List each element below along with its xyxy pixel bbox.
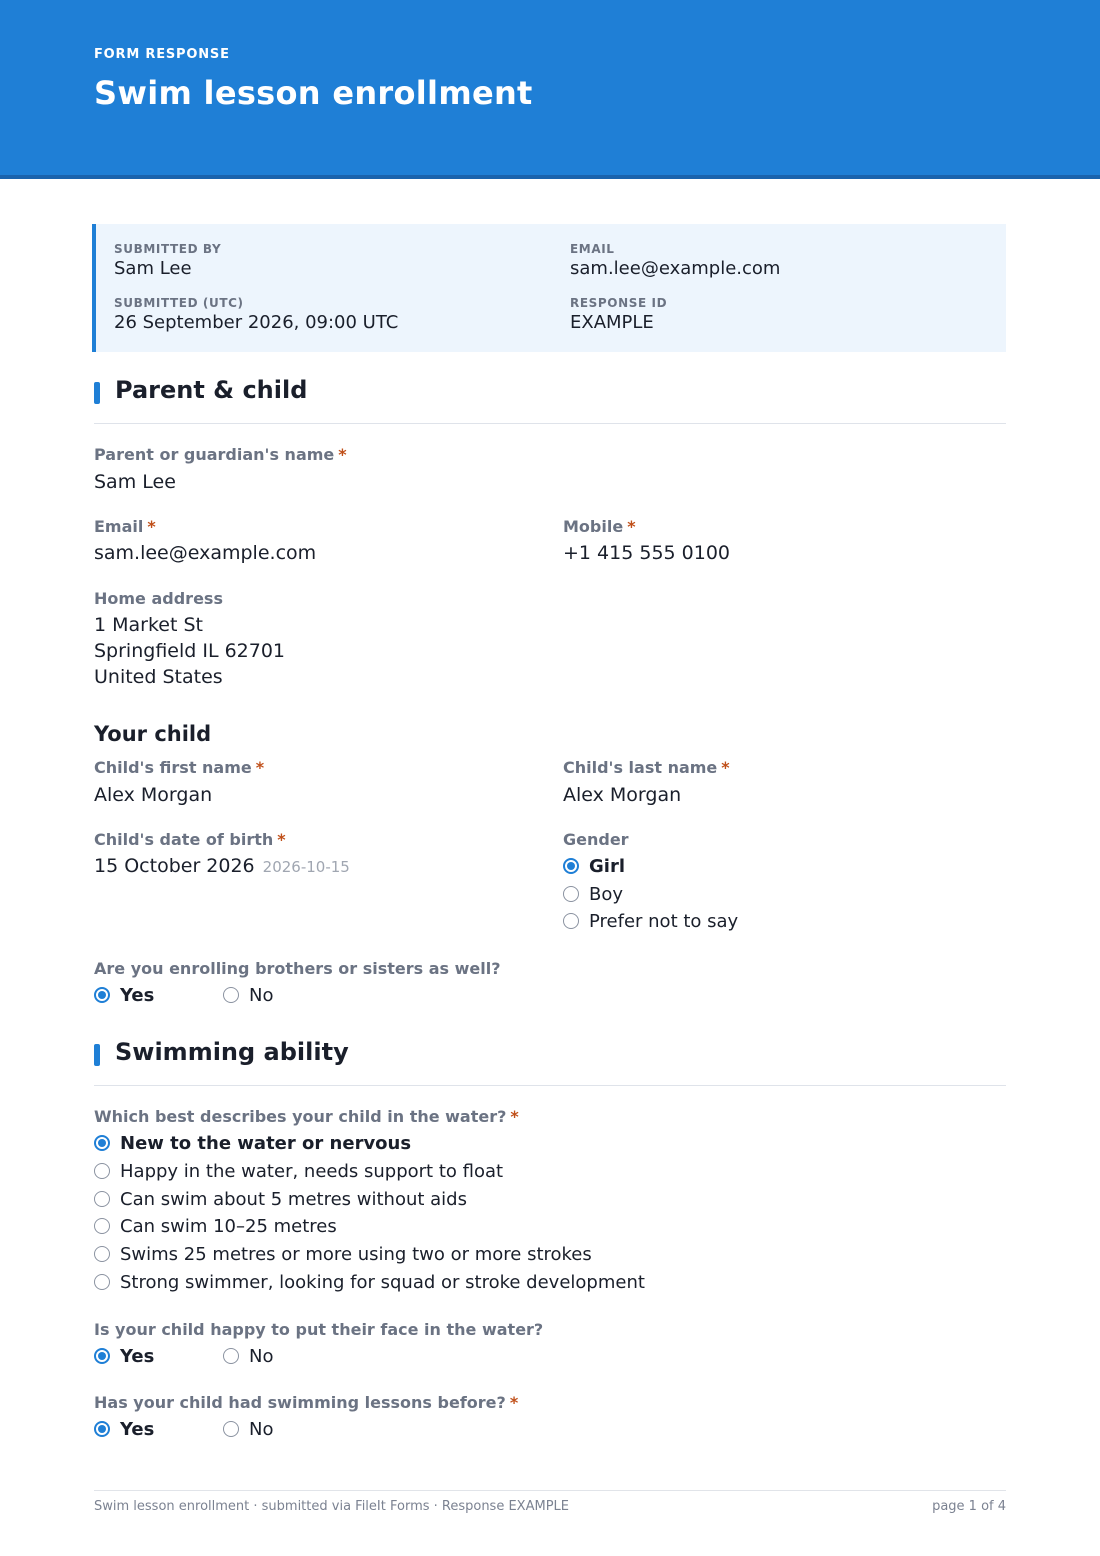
email-value: sam.lee@example.com bbox=[94, 542, 317, 564]
siblings-option-yes[interactable] bbox=[94, 984, 154, 1006]
section-title: Parent & child bbox=[115, 376, 308, 404]
face-in-water-label: Is your child happy to put their face in the water? bbox=[94, 1320, 544, 1339]
siblings-option-no[interactable] bbox=[223, 984, 273, 1006]
radio-selected-icon bbox=[94, 987, 110, 1003]
option-label: Yes bbox=[120, 1345, 155, 1367]
response-id-value: EXAMPLE bbox=[570, 312, 654, 333]
lessons-option-no[interactable] bbox=[223, 1418, 273, 1440]
header-banner bbox=[0, 0, 1100, 179]
dob-iso: 2026-10-15 bbox=[262, 858, 350, 876]
required-marker: * bbox=[721, 758, 730, 777]
ability-option-6[interactable] bbox=[94, 1271, 645, 1293]
address-line: Springfield IL 62701 bbox=[94, 640, 286, 662]
child-dob-value bbox=[94, 855, 350, 877]
label-text: Child's first name bbox=[94, 758, 252, 777]
home-address-label: Home address bbox=[94, 589, 223, 608]
option-label: Prefer not to say bbox=[589, 910, 739, 932]
option-label: Girl bbox=[589, 855, 625, 877]
submitted-time-value: 26 September 2026, 09:00 UTC bbox=[114, 312, 399, 333]
address-line: 1 Market St bbox=[94, 614, 203, 636]
radio-empty-icon bbox=[223, 987, 239, 1003]
gender-option-boy[interactable] bbox=[563, 883, 623, 905]
radio-empty-icon bbox=[94, 1218, 110, 1234]
radio-selected-icon bbox=[563, 858, 579, 874]
required-marker: * bbox=[510, 1107, 519, 1126]
dob-text: 15 October 2026 bbox=[94, 855, 255, 877]
label-text: Email bbox=[94, 517, 144, 536]
label-text: Parent or guardian's name bbox=[94, 445, 335, 464]
address-line: United States bbox=[94, 666, 223, 688]
option-label: No bbox=[249, 984, 274, 1006]
guardian-name-label bbox=[94, 445, 347, 464]
submission-meta-panel bbox=[92, 224, 1006, 352]
label-text: Which best describes your child in the water? bbox=[94, 1107, 507, 1126]
radio-selected-icon bbox=[94, 1348, 110, 1364]
page-footer bbox=[94, 1490, 1006, 1514]
radio-empty-icon bbox=[223, 1421, 239, 1437]
label-text: Has your child had swimming lessons before? bbox=[94, 1393, 506, 1412]
mobile-value: +1 415 555 0100 bbox=[563, 542, 731, 564]
mobile-label bbox=[563, 517, 636, 536]
ability-option-5[interactable] bbox=[94, 1243, 592, 1265]
label-text: Child's date of birth bbox=[94, 830, 274, 849]
response-id-label: RESPONSE ID bbox=[570, 296, 668, 310]
radio-selected-icon bbox=[94, 1421, 110, 1437]
radio-empty-icon bbox=[94, 1274, 110, 1290]
child-first-name-value: Alex Morgan bbox=[94, 784, 213, 806]
child-last-name-value: Alex Morgan bbox=[563, 784, 682, 806]
ability-option-2[interactable] bbox=[94, 1160, 503, 1182]
option-label: Yes bbox=[120, 984, 155, 1006]
your-child-heading: Your child bbox=[94, 722, 212, 746]
option-label: Swims 25 metres or more using two or more strokes bbox=[120, 1243, 592, 1265]
option-label: Yes bbox=[120, 1418, 155, 1440]
section-heading-parent-child bbox=[94, 376, 1006, 424]
child-first-name-label bbox=[94, 758, 264, 777]
option-label: Happy in the water, needs support to float bbox=[120, 1160, 504, 1182]
meta-email-value: sam.lee@example.com bbox=[570, 258, 781, 279]
page-title: Swim lesson enrollment bbox=[94, 74, 533, 112]
child-dob-label bbox=[94, 830, 286, 849]
radio-empty-icon bbox=[94, 1163, 110, 1179]
ability-option-1[interactable] bbox=[94, 1132, 411, 1154]
submitted-by-value: Sam Lee bbox=[114, 258, 192, 279]
submitted-time-label: SUBMITTED (UTC) bbox=[114, 296, 244, 310]
section-title: Swimming ability bbox=[115, 1038, 349, 1066]
required-marker: * bbox=[255, 758, 265, 777]
radio-empty-icon bbox=[563, 913, 579, 929]
option-label: Can swim about 5 metres without aids bbox=[120, 1188, 467, 1210]
face-option-no[interactable] bbox=[223, 1345, 273, 1367]
form-kicker: FORM RESPONSE bbox=[94, 47, 230, 62]
option-label: Strong swimmer, looking for squad or stroke development bbox=[120, 1271, 645, 1293]
radio-selected-icon bbox=[94, 1135, 110, 1151]
face-option-yes[interactable] bbox=[94, 1345, 154, 1367]
child-last-name-label bbox=[563, 758, 730, 777]
required-marker: * bbox=[147, 517, 156, 536]
label-text: Child's last name bbox=[563, 758, 718, 777]
required-marker: * bbox=[338, 445, 347, 464]
option-label: Boy bbox=[589, 883, 624, 905]
siblings-label: Are you enrolling brothers or sisters as well? bbox=[94, 959, 501, 978]
required-marker: * bbox=[627, 517, 636, 536]
gender-option-girl[interactable] bbox=[563, 855, 625, 877]
radio-empty-icon bbox=[223, 1348, 239, 1364]
home-address-value bbox=[94, 612, 285, 690]
radio-empty-icon bbox=[94, 1246, 110, 1262]
page-number: page 1 of 4 bbox=[932, 1499, 1006, 1514]
meta-email-label: EMAIL bbox=[570, 242, 615, 256]
guardian-name-value: Sam Lee bbox=[94, 471, 176, 493]
option-label: No bbox=[249, 1345, 274, 1367]
label-text: Mobile bbox=[563, 517, 624, 536]
section-accent-bar bbox=[94, 382, 100, 404]
email-label bbox=[94, 517, 156, 536]
required-marker: * bbox=[509, 1393, 519, 1412]
ability-label bbox=[94, 1107, 519, 1126]
submitted-by-label: SUBMITTED BY bbox=[114, 242, 222, 256]
previous-lessons-label bbox=[94, 1393, 518, 1412]
option-label: Can swim 10–25 metres bbox=[120, 1215, 337, 1237]
lessons-option-yes[interactable] bbox=[94, 1418, 154, 1440]
gender-option-prefer-not[interactable] bbox=[563, 910, 738, 932]
ability-option-3[interactable] bbox=[94, 1188, 467, 1210]
section-accent-bar bbox=[94, 1044, 100, 1066]
option-label: No bbox=[249, 1418, 274, 1440]
section-heading-swimming-ability bbox=[94, 1038, 1006, 1086]
radio-empty-icon bbox=[94, 1191, 110, 1207]
required-marker: * bbox=[277, 830, 286, 849]
footer-source-text: Swim lesson enrollment · submitted via FileIt Forms · Response EXAMPLE bbox=[94, 1499, 569, 1514]
radio-empty-icon bbox=[563, 886, 579, 902]
ability-option-4[interactable] bbox=[94, 1215, 337, 1237]
option-label: New to the water or nervous bbox=[120, 1132, 412, 1154]
gender-label: Gender bbox=[563, 830, 629, 849]
